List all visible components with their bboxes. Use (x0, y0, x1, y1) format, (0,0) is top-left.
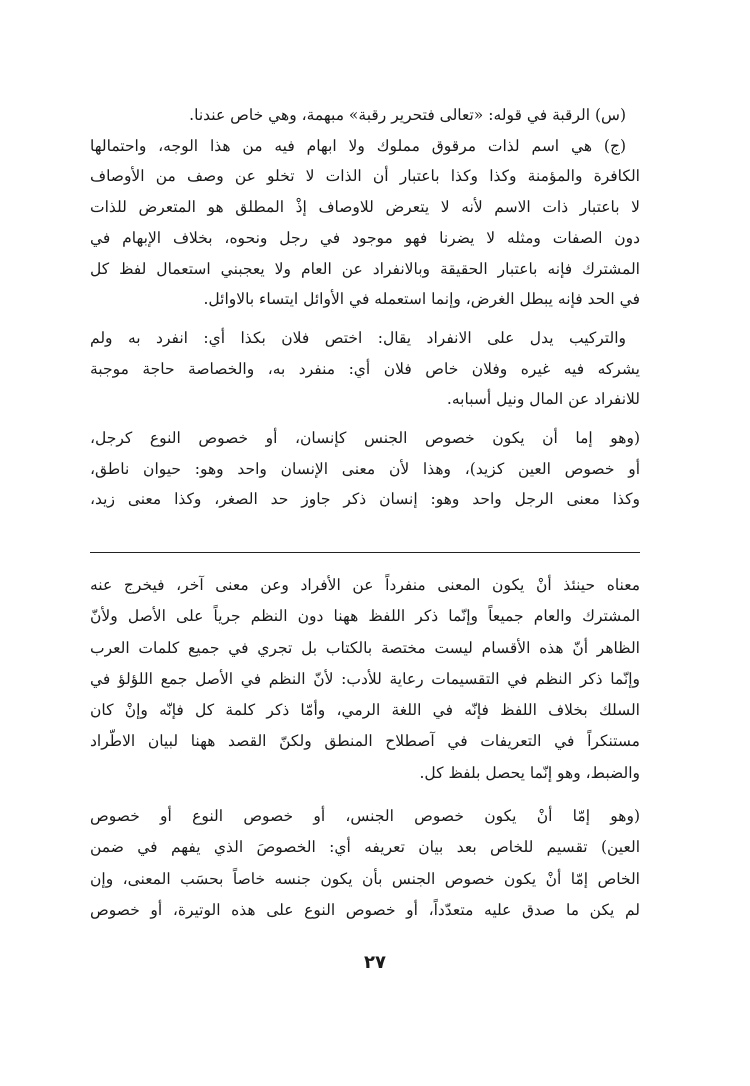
paragraph-division (90, 423, 640, 515)
text-line: (س) الرقبة في قوله: «تعالى فتحرير رقبة» مبهمة، وهي خاص عندنا. (189, 106, 626, 124)
text-line: يشركه فيه غيره وفلان خاص فلان أي: منفرد به، والخصاصة حاجة موجبة (90, 359, 640, 378)
text-line: العين) تقسيم للخاص بعد بيان تعريفه أي: الخصوصَ الذي يفهم في ضمن (90, 838, 640, 857)
text-line: للانفراد عن المال ونيل أسبابه. (446, 390, 640, 409)
paragraph-answer (90, 131, 640, 315)
paragraph-etymology (90, 323, 640, 415)
text-line: وإنّما ذكر النظم في التقسيمات رعاية للأدب: لأنّ النظم في الأصل جمع اللؤلؤ في (90, 669, 640, 688)
text-line: لا باعتبار ذات الاسم لأنه لا يتعرض للاوصاف إذْ المطلق هو المتعرض للذات (90, 198, 640, 217)
text-line: مستنكراً في التعريفات في آصطلاح المنطق ولكنّ القصد ههنا لبيان الاطّراد (90, 732, 640, 751)
text-line: الخاص إمّا أنْ يكون خصوص الجنس بأن يكون جنسه خاصاً بحسَب المعنى، وإن (90, 869, 640, 888)
text-line: (وهو إما أن يكون خصوص الجنس كإنسان، أو خصوص النوع كرجل، (90, 429, 640, 448)
text-line: (ج) هي اسم لذات مرقوق مملوك ولا ابهام فيه من هذا الوجه، واحتمالها (90, 136, 626, 155)
text-line: الكافرة والمؤمنة وكذا وكذا باعتبار أن الذات لا تخلو عن وصف من الأوصاف (90, 167, 640, 186)
text-line: والتركيب يدل على الانفراد يقال: اختص فلان بكذا أي: انفرد به ولم (90, 328, 626, 347)
page-number: ٢٧ (364, 952, 386, 973)
text-line: السلك بخلاف اللفظ فإنّه في اللغة الرمي، وأمّا ذكر كلمة كل فإنّه وإنْ كان (90, 701, 640, 720)
paragraph-question (90, 100, 640, 131)
footnote-paragraph (90, 570, 640, 789)
text-line: أو خصوص العين كزيد)، وهذا لأن معنى الإنسان واحد وهو: حيوان ناطق، (90, 459, 640, 478)
text-line: دون الصفات ومثله لا يضرنا فهو موجود في رجل ونحوه، بخلاف الإبهام في (90, 228, 640, 247)
text-line: الظاهر أنّ هذه الأقسام ليست مختصة بالكتاب بل تجري في جميع كلمات العرب (90, 638, 640, 657)
text-line: في الحد فإنه يبطل الغرض، وإنما استعمله في الأوائل ايتساء بالاوائل. (203, 290, 640, 309)
text-line: لم يكن ما صدق عليه متعدّداً، أو خصوص النوع على هذه الوتيرة، أو خصوص (90, 900, 640, 919)
text-line: والضبط، وهو إنّما يحصل بلفظ كل. (419, 763, 640, 782)
text-line: المشترك والعام جميعاً وإنّما ذكر اللفظ ههنا دون النظم جرياً على الأصل ولأنّ (90, 607, 640, 626)
text-line: وكذا معنى الرجل واحد وهو: إنسان ذكر جاوز حد الصغر، وكذا معنى زيد، (90, 490, 640, 509)
text-line: (وهو إمّا أنْ يكون خصوص الجنس، أو خصوص النوع أو خصوص (90, 807, 640, 826)
text-line: معناه حينئذ أنْ يكون المعنى منفرداً عن الأفراد وعن معنى آخر، فيخرج عنه (90, 576, 640, 594)
main-text (90, 100, 640, 515)
footnotes (90, 570, 640, 926)
footnote-paragraph (90, 801, 640, 926)
text-line: المشترك فإنه باعتبار الحقيقة وبالانفراد عن العام ولا يعجبني استعمال لفظ كل (90, 259, 640, 278)
footnote-divider (90, 552, 640, 553)
